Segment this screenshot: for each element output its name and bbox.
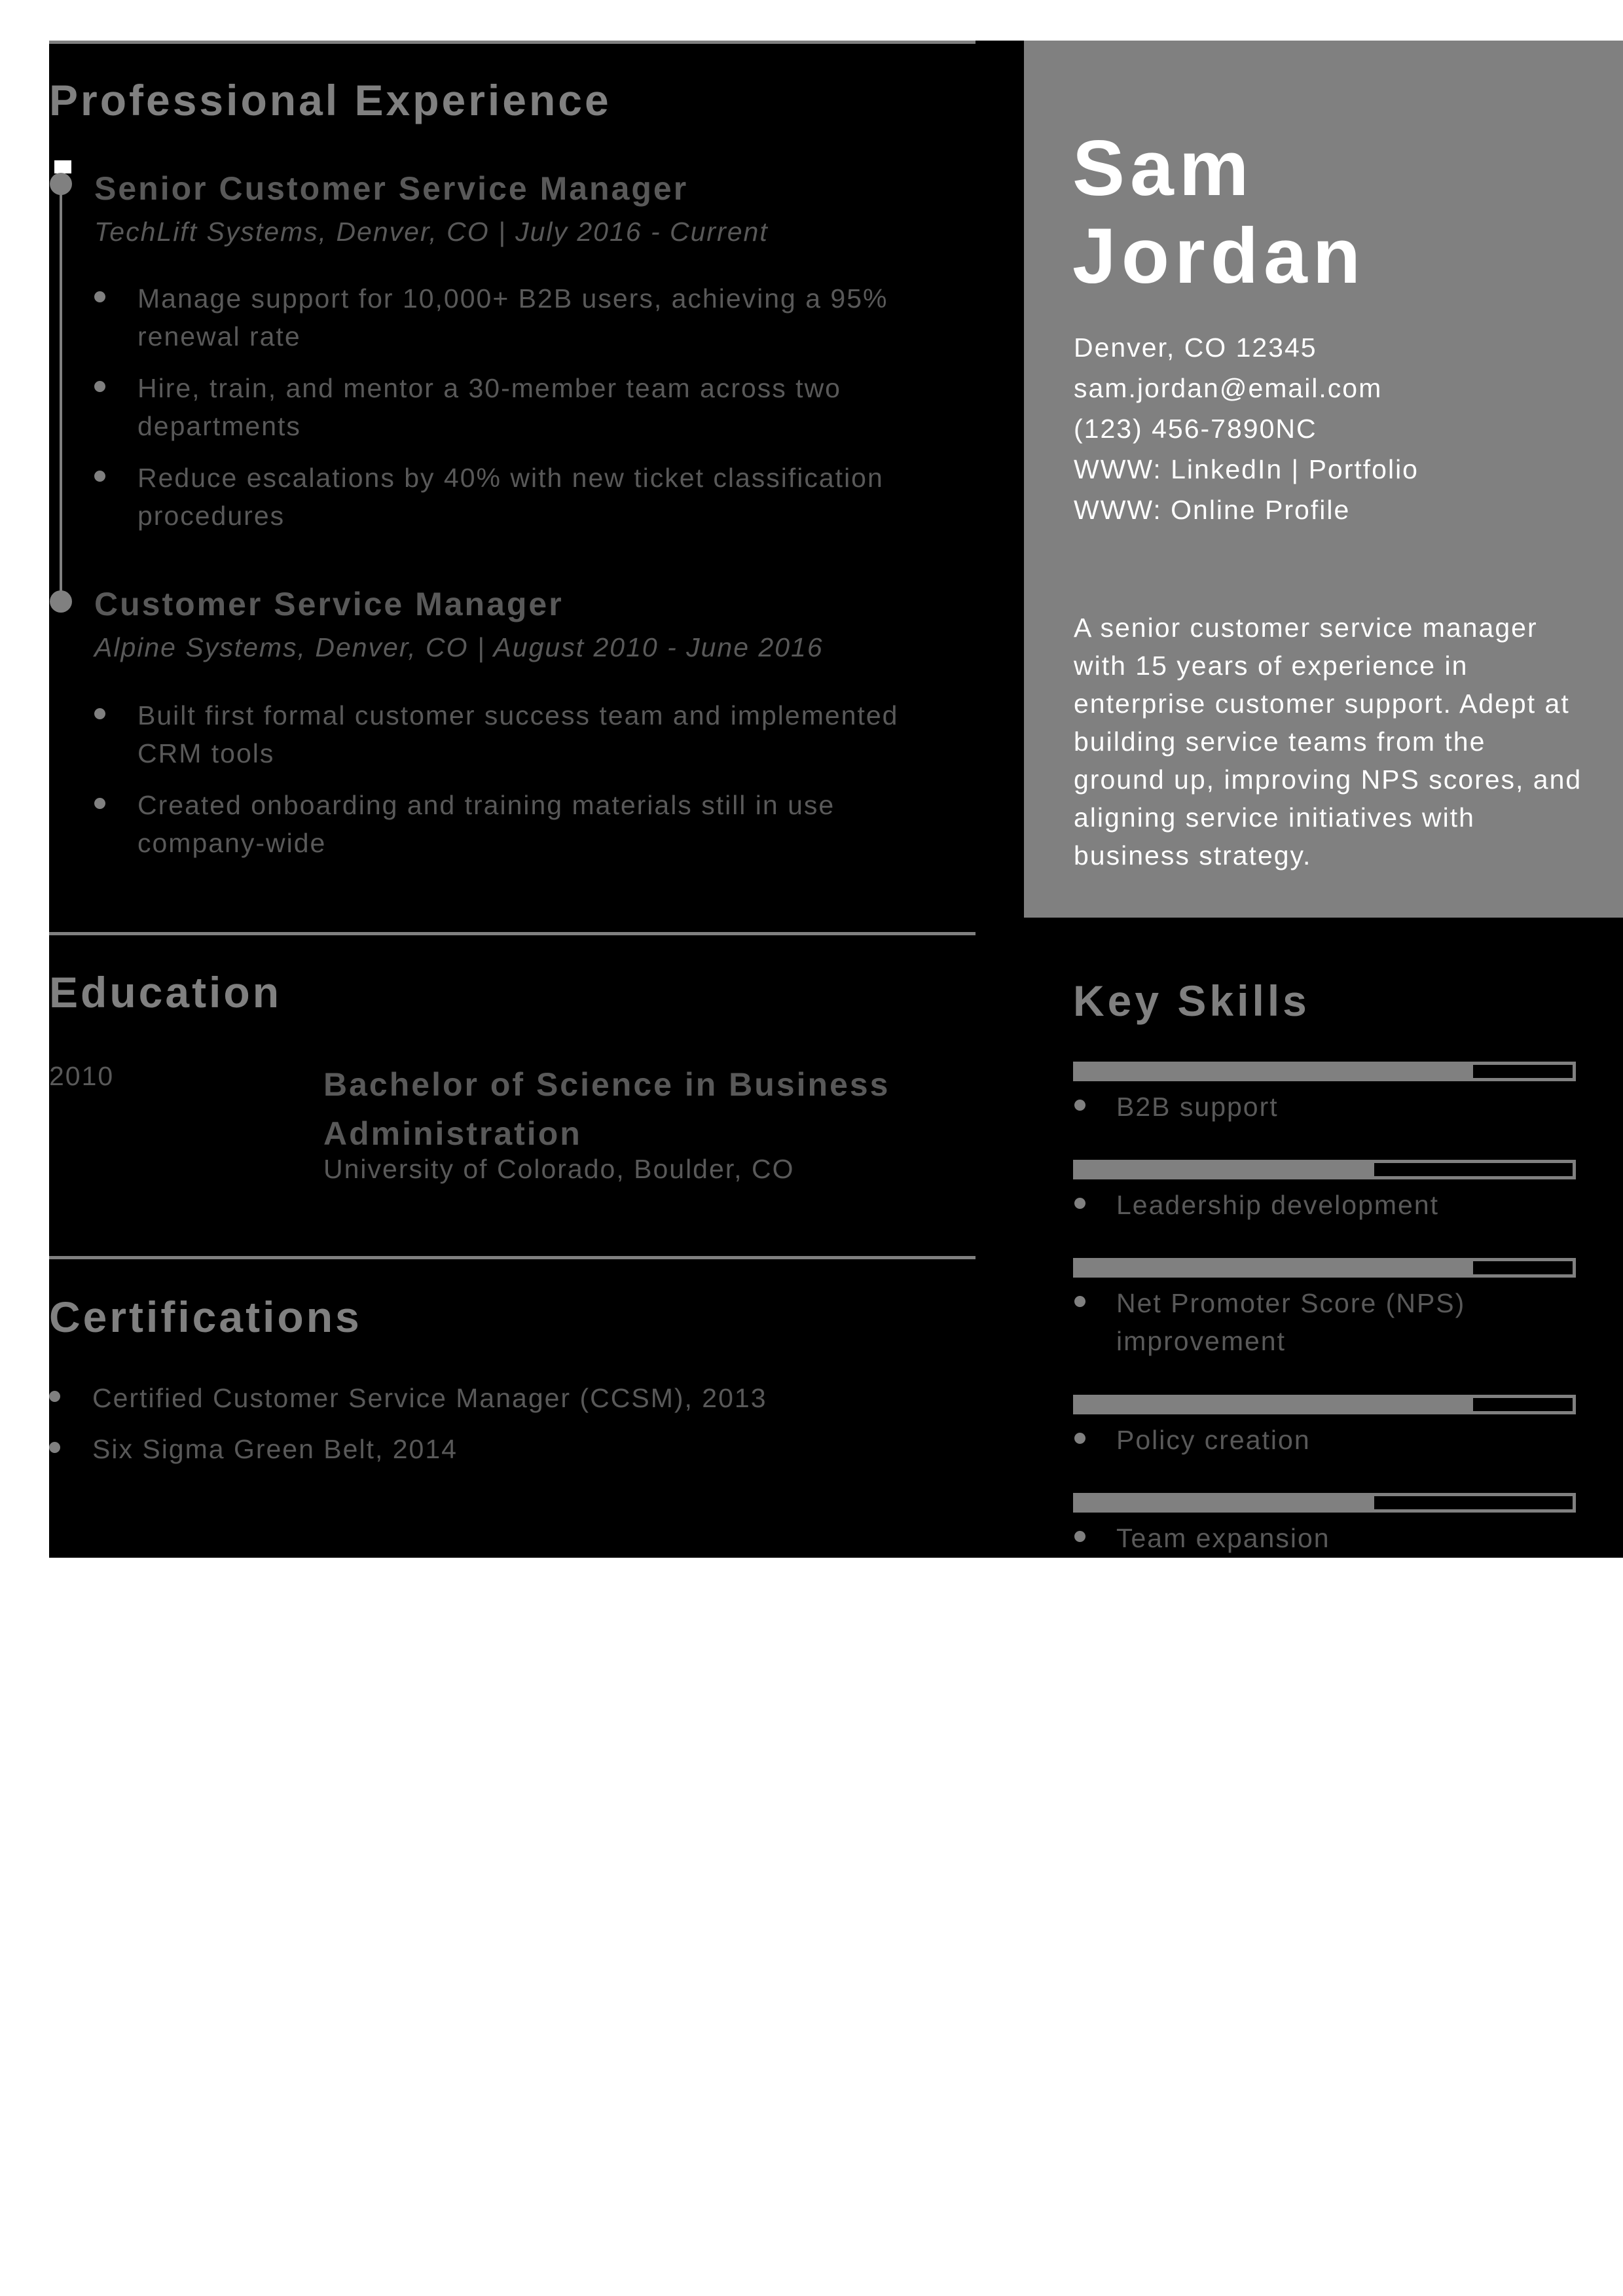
skill-label: Policy creation — [1116, 1425, 1311, 1455]
skill-label: Team expansion — [1116, 1523, 1330, 1553]
bullet-text: Reduce escalations by 40% with new ticket classification procedures — [137, 463, 884, 531]
job-bullets — [94, 279, 958, 535]
skill-level-bar — [1073, 1062, 1576, 1081]
skill-label: B2B support — [1116, 1092, 1279, 1122]
list-item — [94, 459, 958, 535]
experience-heading: Professional Experience — [49, 76, 611, 124]
education-degree: Bachelor of Science in Business Administration — [323, 1066, 890, 1152]
bullet-icon — [1074, 1198, 1085, 1209]
contact-address: Denver, CO 12345 — [1074, 332, 1317, 363]
bullet-icon — [94, 798, 105, 809]
timeline-line — [60, 184, 62, 601]
skill-level-fill — [1076, 1163, 1374, 1176]
bullet-icon — [1074, 1100, 1085, 1111]
contact-email[interactable]: sam.jordan@email.com — [1074, 373, 1383, 403]
education-year: 2010 — [49, 1061, 115, 1091]
skill-label: Leadership development — [1116, 1190, 1440, 1220]
skills-heading: Key Skills — [1073, 977, 1310, 1025]
bullet-icon — [1074, 1433, 1085, 1444]
skill-level-bar — [1073, 1258, 1576, 1278]
job-title: Senior Customer Service Manager — [94, 170, 689, 207]
job-company-dates: Alpine Systems, Denver, CO | August 2010 - June 2016 — [94, 632, 824, 662]
contact-online-profile[interactable]: WWW: Online Profile — [1074, 495, 1351, 525]
skill-level-fill — [1076, 1398, 1473, 1411]
certifications-list — [49, 1379, 966, 1468]
bullet-icon — [49, 1442, 60, 1453]
section-divider — [49, 932, 976, 935]
job-title: Customer Service Manager — [94, 586, 564, 622]
certification-text: Certified Customer Service Manager (CCSM), 2013 — [92, 1383, 767, 1413]
timeline-dot-icon — [50, 590, 72, 613]
skill-level-bar — [1073, 1395, 1576, 1414]
professional-summary: A senior customer service manager with 15 years of experience in enterprise customer support. Adept at building service teams from the ground up, improving NPS scores, and aligning service initiatives with business strategy. — [1074, 613, 1582, 870]
bullet-text: Created onboarding and training materials still in use company-wide — [137, 790, 835, 858]
bullet-icon — [94, 291, 105, 302]
job-bullets — [94, 696, 972, 862]
certifications-heading: Certifications — [49, 1293, 362, 1341]
bullet-text: Manage support for 10,000+ B2B users, achieving a 95% renewal rate — [137, 283, 888, 351]
bullet-icon — [94, 381, 105, 392]
bullet-icon — [49, 1391, 60, 1402]
timeline-start-marker — [54, 160, 71, 173]
bullet-text: Built first formal customer success team and implemented CRM tools — [137, 700, 899, 768]
skill-level-fill — [1076, 1496, 1374, 1509]
certification-text: Six Sigma Green Belt, 2014 — [92, 1434, 458, 1464]
contact-phone: (123) 456-7890NC — [1074, 414, 1317, 444]
education-heading: Education — [49, 968, 282, 1016]
job-company-dates: TechLift Systems, Denver, CO | July 2016 - Current — [94, 217, 769, 247]
bullet-icon — [94, 708, 105, 719]
list-item — [49, 1430, 966, 1468]
list-item — [94, 369, 958, 445]
contact-links[interactable]: WWW: LinkedIn | Portfolio — [1074, 454, 1419, 484]
skill-label: Net Promoter Score (NPS) improvement — [1116, 1288, 1466, 1356]
list-item — [49, 1379, 966, 1417]
list-item — [94, 786, 972, 862]
skill-level-bar — [1073, 1160, 1576, 1179]
skill-level-fill — [1076, 1261, 1473, 1274]
bullet-icon — [1074, 1296, 1085, 1307]
education-school: University of Colorado, Boulder, CO — [323, 1154, 795, 1184]
first-name: Sam — [1072, 124, 1254, 212]
candidate-name — [1072, 124, 1366, 300]
skills-area — [1024, 918, 1623, 1558]
last-name: Jordan — [1072, 212, 1366, 300]
timeline-dot-icon — [50, 173, 72, 195]
section-divider — [49, 1256, 976, 1259]
bullet-icon — [94, 471, 105, 482]
contact-list — [1074, 327, 1419, 530]
skill-level-bar — [1073, 1493, 1576, 1513]
top-divider — [49, 41, 976, 44]
list-item — [94, 696, 972, 772]
skill-level-fill — [1076, 1065, 1473, 1078]
bullet-icon — [1074, 1531, 1085, 1542]
bullet-text: Hire, train, and mentor a 30-member team across two departments — [137, 373, 841, 441]
list-item — [94, 279, 958, 355]
